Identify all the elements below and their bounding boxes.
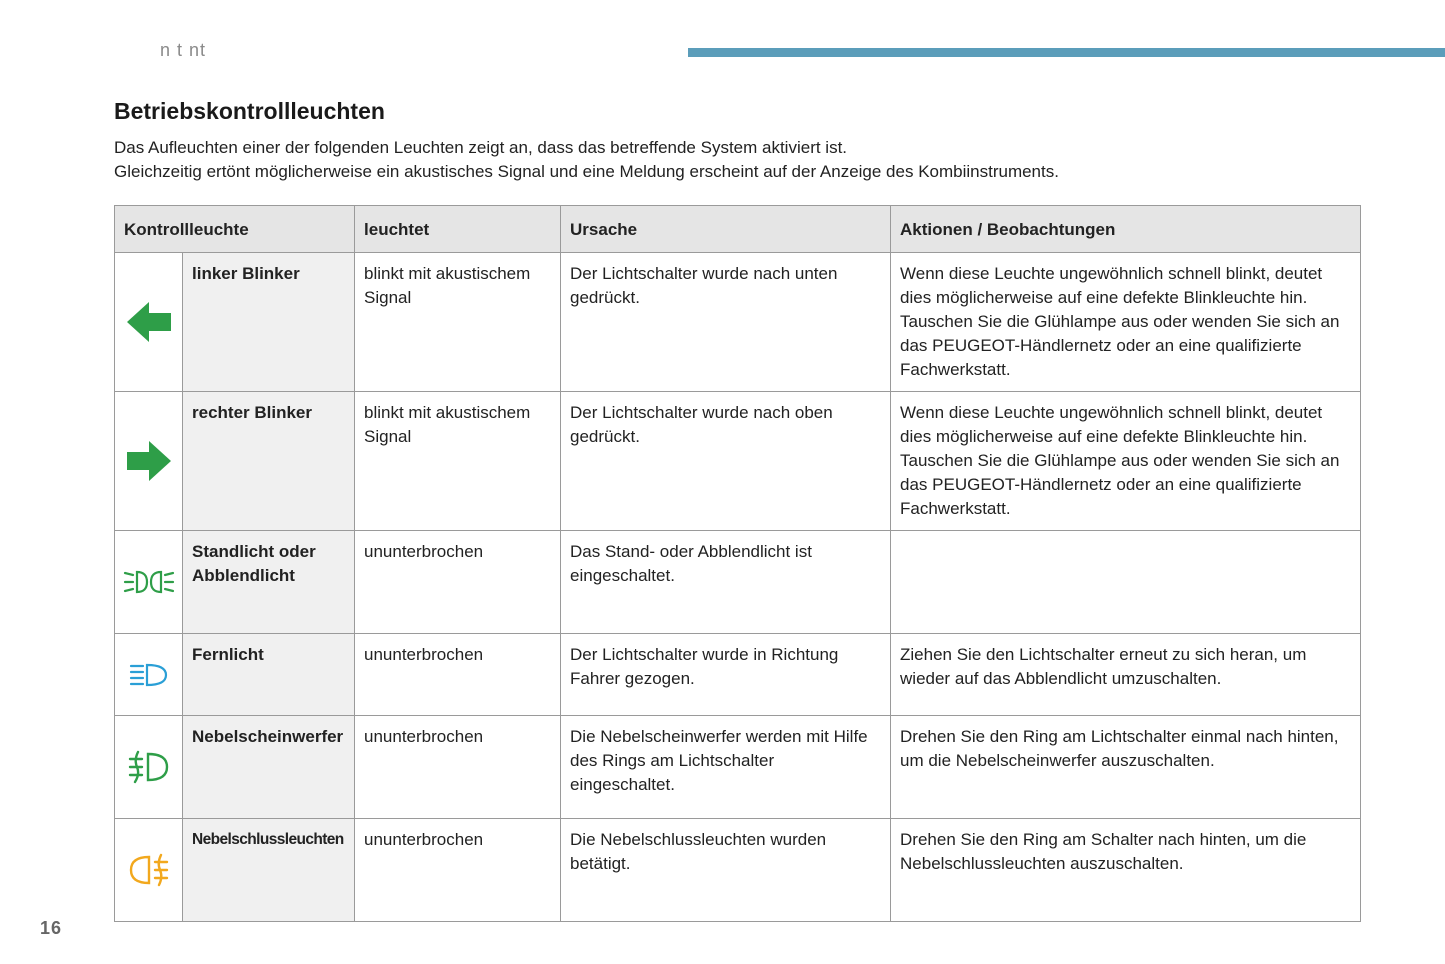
header-accent-bar (688, 48, 1445, 57)
front-fog-lines (130, 752, 142, 782)
light-cause: Die Nebelschlussleuchten wurden betätigt. (561, 819, 891, 922)
table-row (115, 531, 1361, 634)
light-state: blinkt mit akustischem Signal (355, 392, 561, 531)
table-row (115, 819, 1361, 922)
light-name: Fernlicht (183, 634, 355, 716)
light-action: Wenn diese Leuchte ungewöhnlich schnell blinkt, deutet dies möglicherweise auf eine defekte Blinkleuchte hin. Tauschen Sie die Glühlampe aus oder wenden Sie sich an das PEUGEOT-Händlernetz oder an eine qualifizierte Fachwerkstatt. (891, 253, 1361, 392)
icon-cell (115, 531, 183, 634)
light-name: Nebelscheinwerfer (183, 716, 355, 819)
page-number: 16 (40, 918, 63, 938)
rear-fog-icon (115, 853, 182, 887)
light-cause: Die Nebelscheinwerfer werden mit Hilfe des Rings am Lichtschalter eingeschaltet. (561, 716, 891, 819)
light-state: ununterbrochen (355, 819, 561, 922)
intro-line: Das Aufleuchten einer der folgenden Leuchten zeigt an, dass das betreffende System aktiviert ist. (114, 138, 848, 157)
right-arrow-shape (127, 441, 171, 481)
light-action: Wenn diese Leuchte ungewöhnlich schnell blinkt, deutet dies möglicherweise auf eine defekte Blinkleuchte hin. Tauschen Sie die Glühlampe aus oder wenden Sie sich an das PEUGEOT-Händlernetz oder an eine qualifizierte Fachwerkstatt. (891, 392, 1361, 531)
light-name: rechter Blinker (183, 392, 355, 531)
table-header-row (115, 206, 1361, 253)
icon-cell (115, 253, 183, 392)
intro-line: Gleichzeitig ertönt möglicherweise ein akustisches Signal und eine Meldung erscheint auf der Anzeige des Kombiinstruments. (114, 162, 1059, 181)
sidelight-icon (115, 567, 182, 597)
section-header-text: n t nt (160, 40, 207, 60)
left-arrow-shape (127, 302, 171, 342)
table-row (115, 634, 1361, 716)
column-header-actions: Aktionen / Beobachtungen (891, 206, 1361, 253)
sidelight-left-lamp (125, 572, 147, 592)
light-name: Nebelschlussleuchten (183, 819, 355, 922)
icon-cell (115, 716, 183, 819)
light-name: linker Blinker (183, 253, 355, 392)
warning-lights-table (114, 205, 1361, 922)
icon-cell (115, 392, 183, 531)
light-state: blinkt mit akustischem Signal (355, 253, 561, 392)
light-state: ununterbrochen (355, 634, 561, 716)
light-state: ununterbrochen (355, 716, 561, 819)
main-beam-lines (131, 666, 143, 684)
sidelight-right-lamp (151, 572, 173, 592)
right-arrow-icon (115, 439, 182, 483)
rear-fog-lamp (131, 857, 149, 883)
light-action: Drehen Sie den Ring am Schalter nach hinten, um die Nebelschlussleuchten auszuschalten. (891, 819, 1361, 922)
light-state: ununterbrochen (355, 531, 561, 634)
front-fog-icon (115, 750, 182, 784)
column-header-lights-up: leuchtet (355, 206, 561, 253)
main-beam-lamp (147, 665, 166, 685)
light-action: Ziehen Sie den Lichtschalter erneut zu sich heran, um wieder auf das Abblendlicht umzuschalten. (891, 634, 1361, 716)
front-fog-lamp (148, 754, 167, 780)
column-header-warning-light: Kontrollleuchte (115, 206, 355, 253)
light-cause: Der Lichtschalter wurde in Richtung Fahrer gezogen. (561, 634, 891, 716)
main-beam-icon (115, 662, 182, 688)
intro-text (114, 136, 1059, 184)
table-row (115, 716, 1361, 819)
left-arrow-icon (115, 300, 182, 344)
light-cause: Das Stand- oder Abblendlicht ist eingeschaltet. (561, 531, 891, 634)
light-action: Drehen Sie den Ring am Lichtschalter einmal nach hinten, um die Nebelscheinwerfer auszuschalten. (891, 716, 1361, 819)
table-row (115, 392, 1361, 531)
page-title: Betriebskontrollleuchten (114, 98, 385, 124)
column-header-cause: Ursache (561, 206, 891, 253)
light-cause: Der Lichtschalter wurde nach unten gedrückt. (561, 253, 891, 392)
light-name: Standlicht oder Abblendlicht (183, 531, 355, 634)
light-cause: Der Lichtschalter wurde nach oben gedrückt. (561, 392, 891, 531)
icon-cell (115, 634, 183, 716)
light-action (891, 531, 1361, 634)
rear-fog-lines (155, 855, 167, 885)
table-row (115, 253, 1361, 392)
icon-cell (115, 819, 183, 922)
